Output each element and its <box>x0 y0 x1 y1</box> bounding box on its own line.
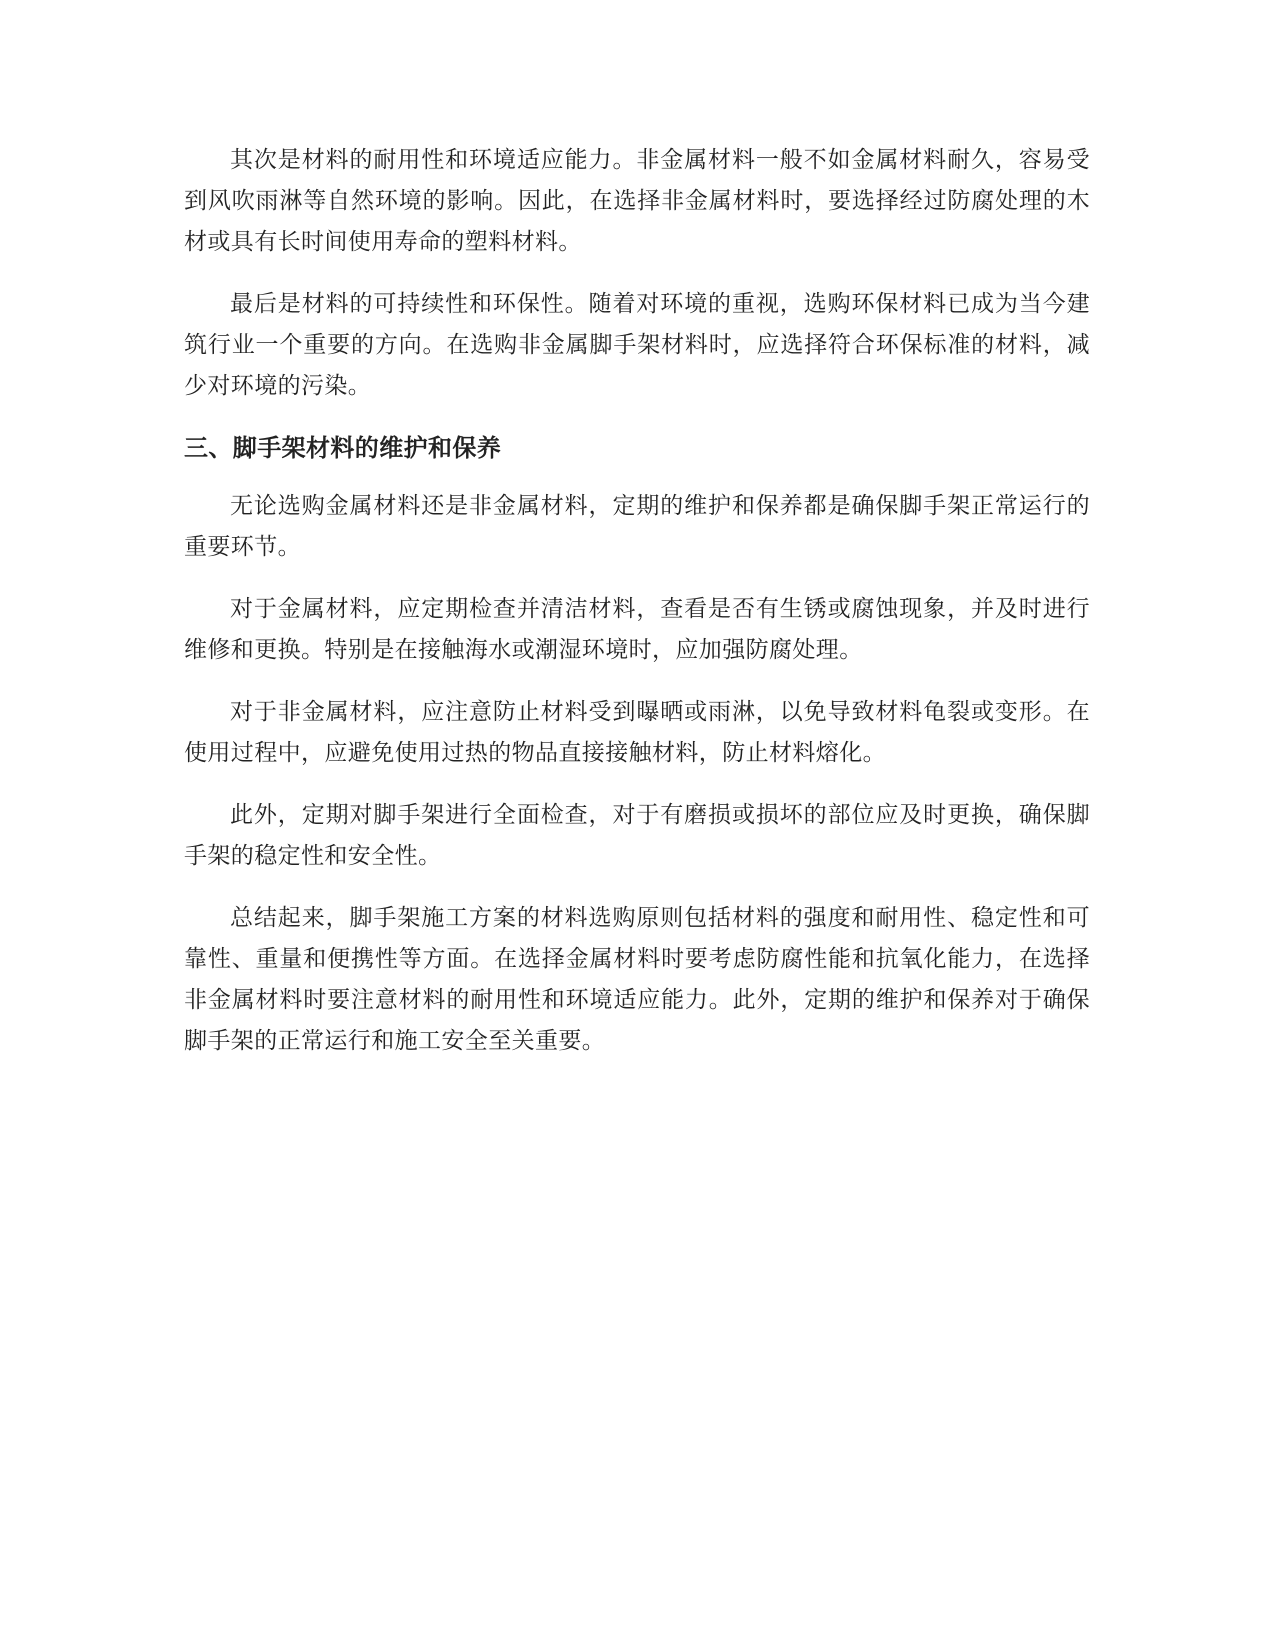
paragraph-metal-maintenance: 对于金属材料，应定期检查并清洁材料，查看是否有生锈或腐蚀现象，并及时进行维修和更换。特别是在接触海水或潮湿环境时，应加强防腐处理。 <box>184 596 1090 663</box>
paragraph-durability: 其次是材料的耐用性和环境适应能力。非金属材料一般不如金属材料耐久，容易受到风吹雨淋等自然环境的影响。因此，在选择非金属材料时，要选择经过防腐处理的木材或具有长时间使用寿命的塑料材料。 <box>184 147 1090 255</box>
paragraph-inspection: 此外，定期对脚手架进行全面检查，对于有磨损或损坏的部位应及时更换，确保脚手架的稳定性和安全性。 <box>184 802 1090 869</box>
paragraph-sustainability: 最后是材料的可持续性和环保性。随着对环境的重视，选购环保材料已成为当今建筑行业一个重要的方向。在选购非金属脚手架材料时，应选择符合环保标准的材料，减少对环境的污染。 <box>184 291 1090 399</box>
section-heading-maintenance: 三、脚手架材料的维护和保养 <box>184 434 502 462</box>
paragraph-maintenance-intro: 无论选购金属材料还是非金属材料，定期的维护和保养都是确保脚手架正常运行的重要环节。 <box>184 493 1090 560</box>
paragraph-summary: 总结起来，脚手架施工方案的材料选购原则包括材料的强度和耐用性、稳定性和可靠性、重量和便携性等方面。在选择金属材料时要考虑防腐性能和抗氧化能力，在选择非金属材料时要注意材料的耐用性和环境适应能力。此外，定期的维护和保养对于确保脚手架的正常运行和施工安全至关重要。 <box>184 905 1090 1054</box>
paragraph-nonmetal-maintenance: 对于非金属材料，应注意防止材料受到曝晒或雨淋，以免导致材料龟裂或变形。在使用过程中，应避免使用过热的物品直接接触材料，防止材料熔化。 <box>184 699 1090 766</box>
document-page <box>184 140 1090 1083</box>
